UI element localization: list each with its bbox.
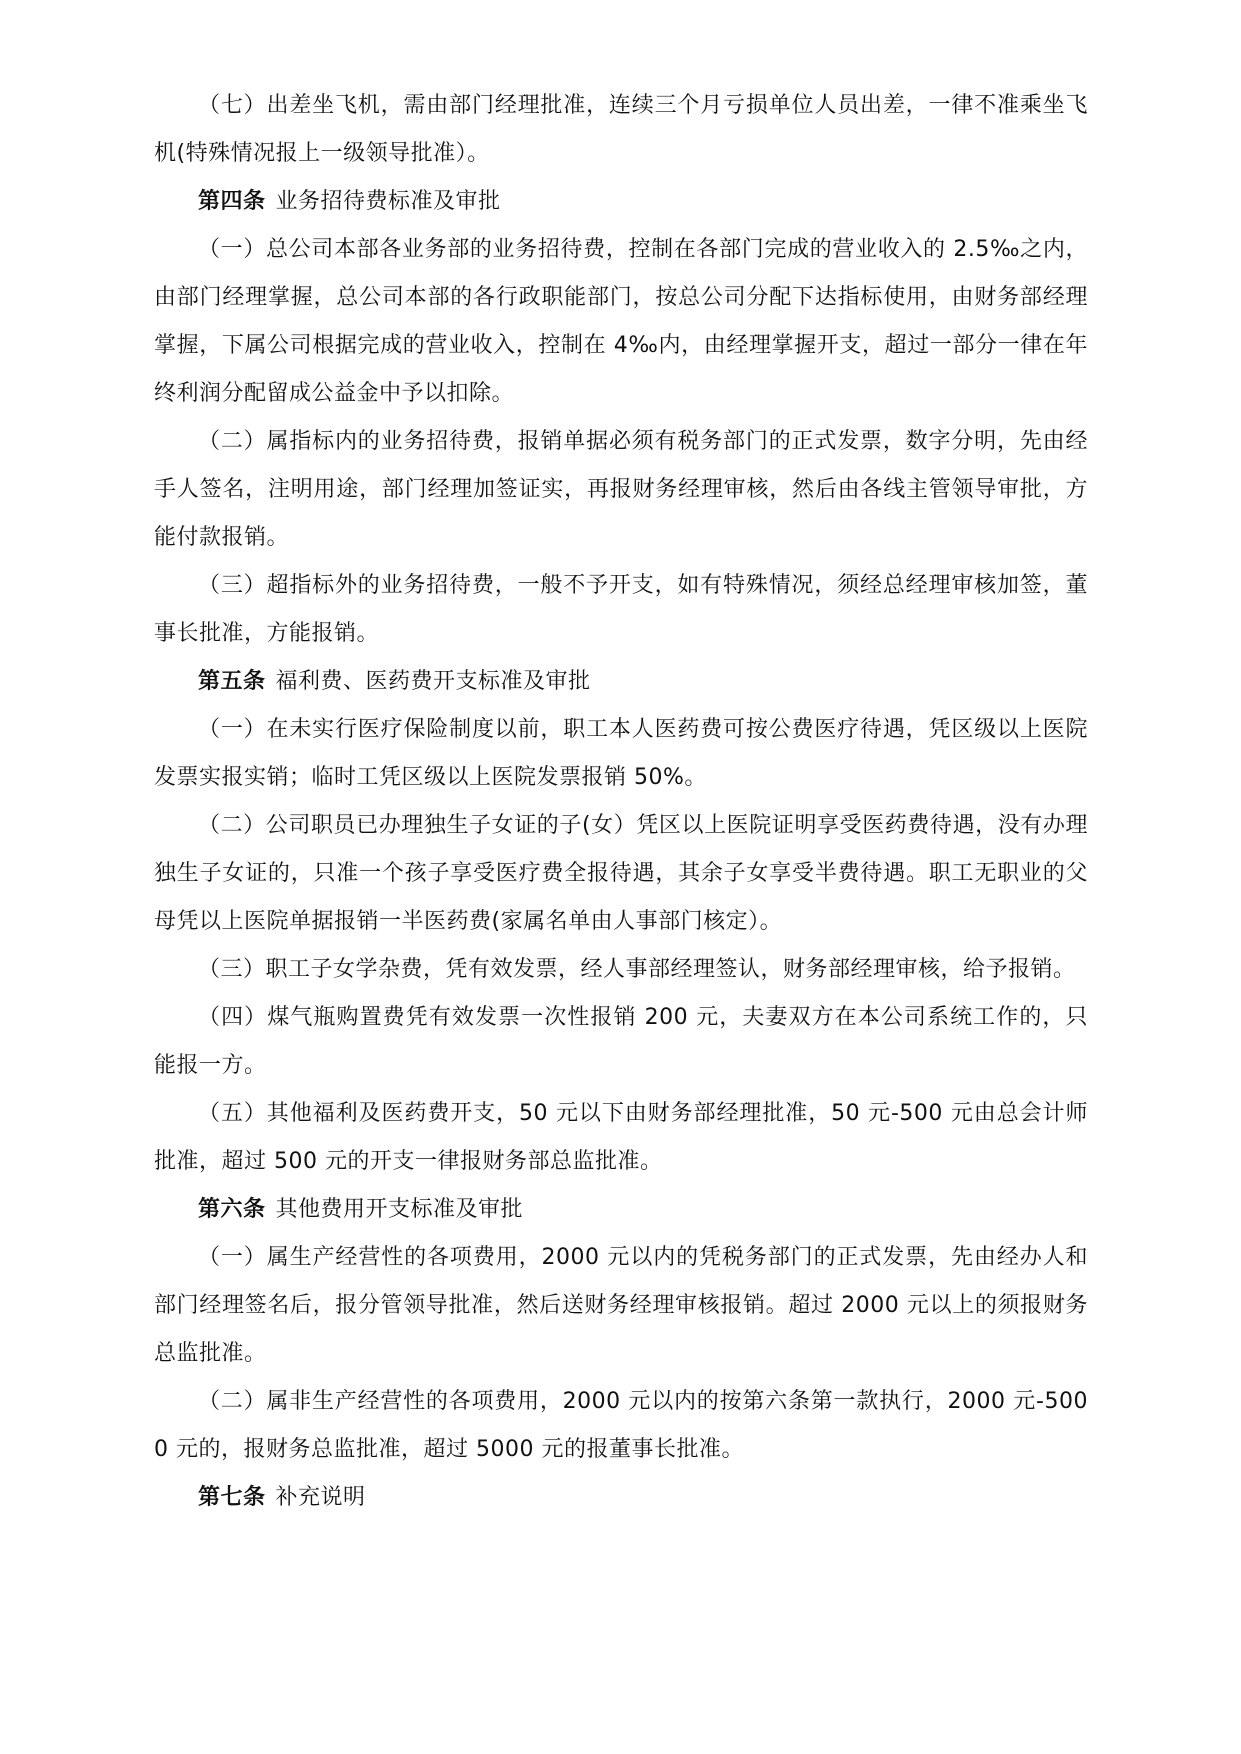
article-4-item-2: （二）属指标内的业务招待费，报销单据必须有税务部门的正式发票，数字分明，先由经手人签名，注明用途，部门经理加签证实，再报财务经理审核，然后由各线主管领导审批，方能付款报销。 xyxy=(154,429,1088,550)
article-4-item-1: （一）总公司本部各业务部的业务招待费，控制在各部门完成的营业收入的 2.5‰之内，由部门经理掌握，总公司本部的各行政职能部门，按总公司分配下达指标使用，由财务部经理掌握，下属公司根据完成的营业收入，控制在 4‰内，由经理掌握开支，超过一部分一律在年终利润分配留成公益金中予以扣除。 xyxy=(154,237,1088,406)
article-5-heading xyxy=(154,658,1088,706)
article-4-item-3: （三）超指标外的业务招待费，一般不予开支，如有特殊情况，须经总经理审核加签，董事长批准，方能报销。 xyxy=(154,573,1088,646)
paragraph-7-flight: （七）出差坐飞机，需由部门经理批准，连续三个月亏损单位人员出差，一律不准乘坐飞机(特殊情况报上一级领导批准）。 xyxy=(154,93,1088,166)
article-5-title: 福利费、医药费开支标准及审批 xyxy=(275,669,591,694)
article-5-label: 第五条 xyxy=(198,669,266,694)
article-7-label: 第七条 xyxy=(198,1485,266,1510)
article-5-item-5: （五）其他福利及医药费开支，50 元以下由财务部经理批准，50 元-500 元由总会计师批准，超过 500 元的开支一律报财务部总监批准。 xyxy=(154,1101,1088,1174)
article-6-item-1: （一）属生产经营性的各项费用，2000 元以内的凭税务部门的正式发票，先由经办人和部门经理签名后，报分管领导批准，然后送财务经理审核报销。超过 2000 元以上的须报财务总监批准。 xyxy=(154,1245,1088,1366)
article-7-heading xyxy=(154,1474,1088,1522)
article-6-item-2: （二）属非生产经营性的各项费用，2000 元以内的按第六条第一款执行，2000 元-5000 元的，报财务总监批准，超过 5000 元的报董事长批准。 xyxy=(154,1389,1088,1462)
article-5-item-2: （二）公司职员已办理独生子女证的子(女）凭区以上医院证明享受医药费待遇，没有办理独生子女证的，只准一个孩子享受医疗费全报待遇，其余子女享受半费待遇。职工无职业的父母凭以上医院单据报销一半医药费(家属名单由人事部门核定）。 xyxy=(154,813,1088,934)
article-6-heading xyxy=(154,1186,1088,1234)
article-6-title: 其他费用开支标准及审批 xyxy=(275,1197,524,1222)
article-4-label: 第四条 xyxy=(198,189,266,214)
article-6-label: 第六条 xyxy=(198,1197,266,1222)
article-4-title: 业务招待费标准及审批 xyxy=(275,189,501,214)
article-5-item-3: （三）职工子女学杂费，凭有效发票，经人事部经理签认，财务部经理审核，给予报销。 xyxy=(198,957,1076,982)
document-body xyxy=(154,82,1088,1522)
article-4-heading xyxy=(154,178,1088,226)
article-7-title: 补充说明 xyxy=(275,1485,366,1510)
article-5-item-4: （四）煤气瓶购置费凭有效发票一次性报销 200 元，夫妻双方在本公司系统工作的，只能报一方。 xyxy=(154,1005,1088,1078)
article-5-item-1: （一）在未实行医疗保险制度以前，职工本人医药费可按公费医疗待遇，凭区级以上医院发票实报实销；临时工凭区级以上医院发票报销 50%。 xyxy=(154,717,1088,790)
